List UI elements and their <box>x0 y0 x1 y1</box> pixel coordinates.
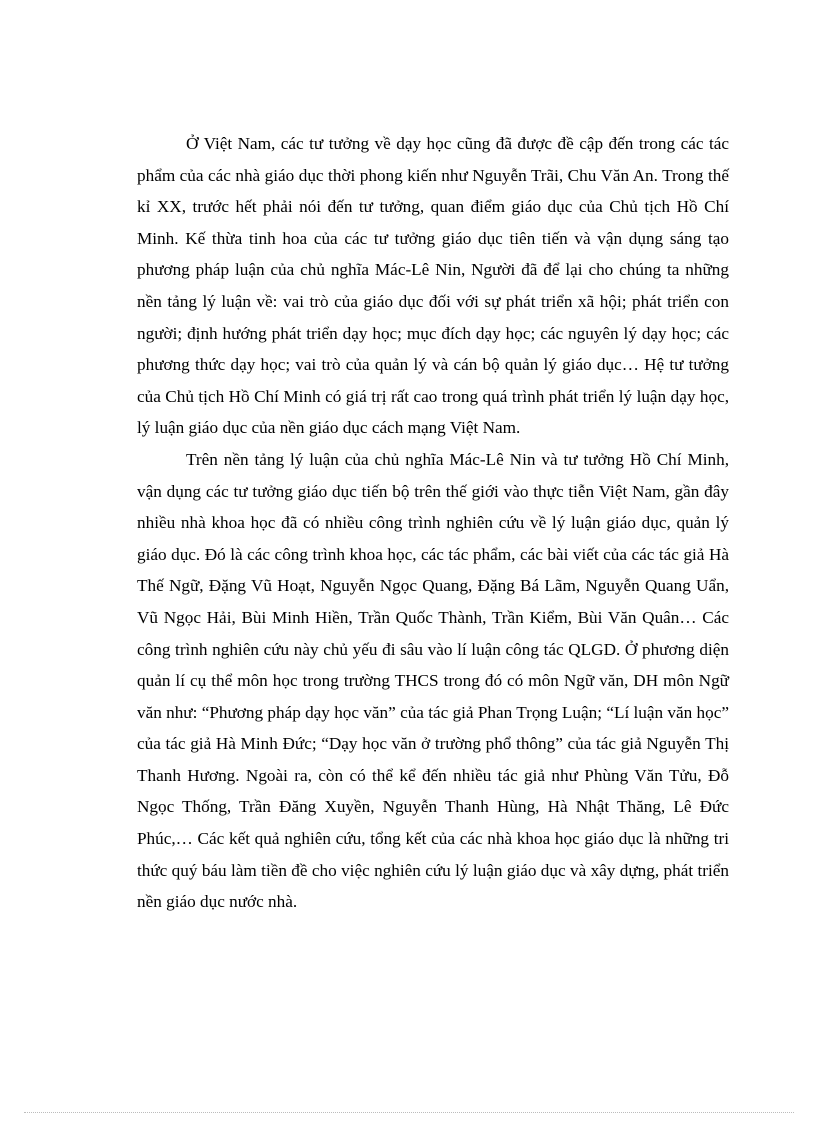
page-bottom-divider <box>24 1112 794 1113</box>
paragraph-2: Trên nền tảng lý luận của chủ nghĩa Mác-Lê Nin và tư tưởng Hồ Chí Minh, vận dụng các tư tưởng giáo dục tiến bộ trên thế giới vào thực tiễn Việt Nam, gần đây nhiều nhà khoa học đã có nhiều công trình nghiên cứu về lý luận giáo dục, quản lý giáo dục. Đó là các công trình khoa học, các tác phẩm, các bài viết của các tác giả Hà Thế Ngữ, Đặng Vũ Hoạt, Nguyễn Ngọc Quang, Đặng Bá Lãm, Nguyễn Quang Uẩn, Vũ Ngọc Hải, Bùi Minh Hiền, Trần Quốc Thành, Trần Kiểm, Bùi Văn Quân… Các công trình nghiên cứu này chủ yếu đi sâu vào lí luận công tác QLGD. Ở phương diện quản lí cụ thể môn học trong trường THCS trong đó có môn Ngữ văn, DH môn Ngữ văn như: “Phương pháp dạy học văn” của tác giả Phan Trọng Luận; “Lí luận văn học” của tác giả Hà Minh Đức; “Dạy học văn ở trường phổ thông” của tác giả Nguyễn Thị Thanh Hương. Ngoài ra, còn có thể kể đến nhiều tác giả như Phùng Văn Tửu, Đỗ Ngọc Thống, Trần Đăng Xuyền, Nguyễn Thanh Hùng, Hà Nhật Thăng, Lê Đức Phúc,… Các kết quả nghiên cứu, tổng kết của các nhà khoa học giáo dục là những tri thức quý báu làm tiền đề cho việc nghiên cứu lý luận giáo dục và xây dựng, phát triển nền giáo dục nước nhà. <box>137 449 729 912</box>
body-text <box>137 128 729 918</box>
paragraph-1: Ở Việt Nam, các tư tưởng về dạy học cũng đã được đề cập đến trong các tác phẩm của các nhà giáo dục thời phong kiến như Nguyễn Trãi, Chu Văn An. Trong thế kỉ XX, trước hết phải nói đến tư tưởng, quan điểm giáo dục của Chủ tịch Hồ Chí Minh. Kế thừa tinh hoa của các tư tưởng giáo dục tiên tiến và vận dụng sáng tạo phương pháp luận của chủ nghĩa Mác-Lê Nin, Người đã để lại cho chúng ta những nền tảng lý luận về: vai trò của giáo dục đối với sự phát triển xã hội; phát triển con người; định hướng phát triển dạy học; mục đích dạy học; các nguyên lý dạy học; các phương thức dạy học; vai trò của quản lý và cán bộ quản lý giáo dục… Hệ tư tưởng của Chủ tịch Hồ Chí Minh có giá trị rất cao trong quá trình phát triển lý luận dạy học, lý luận giáo dục của nền giáo dục cách mạng Việt Nam. <box>137 134 729 438</box>
